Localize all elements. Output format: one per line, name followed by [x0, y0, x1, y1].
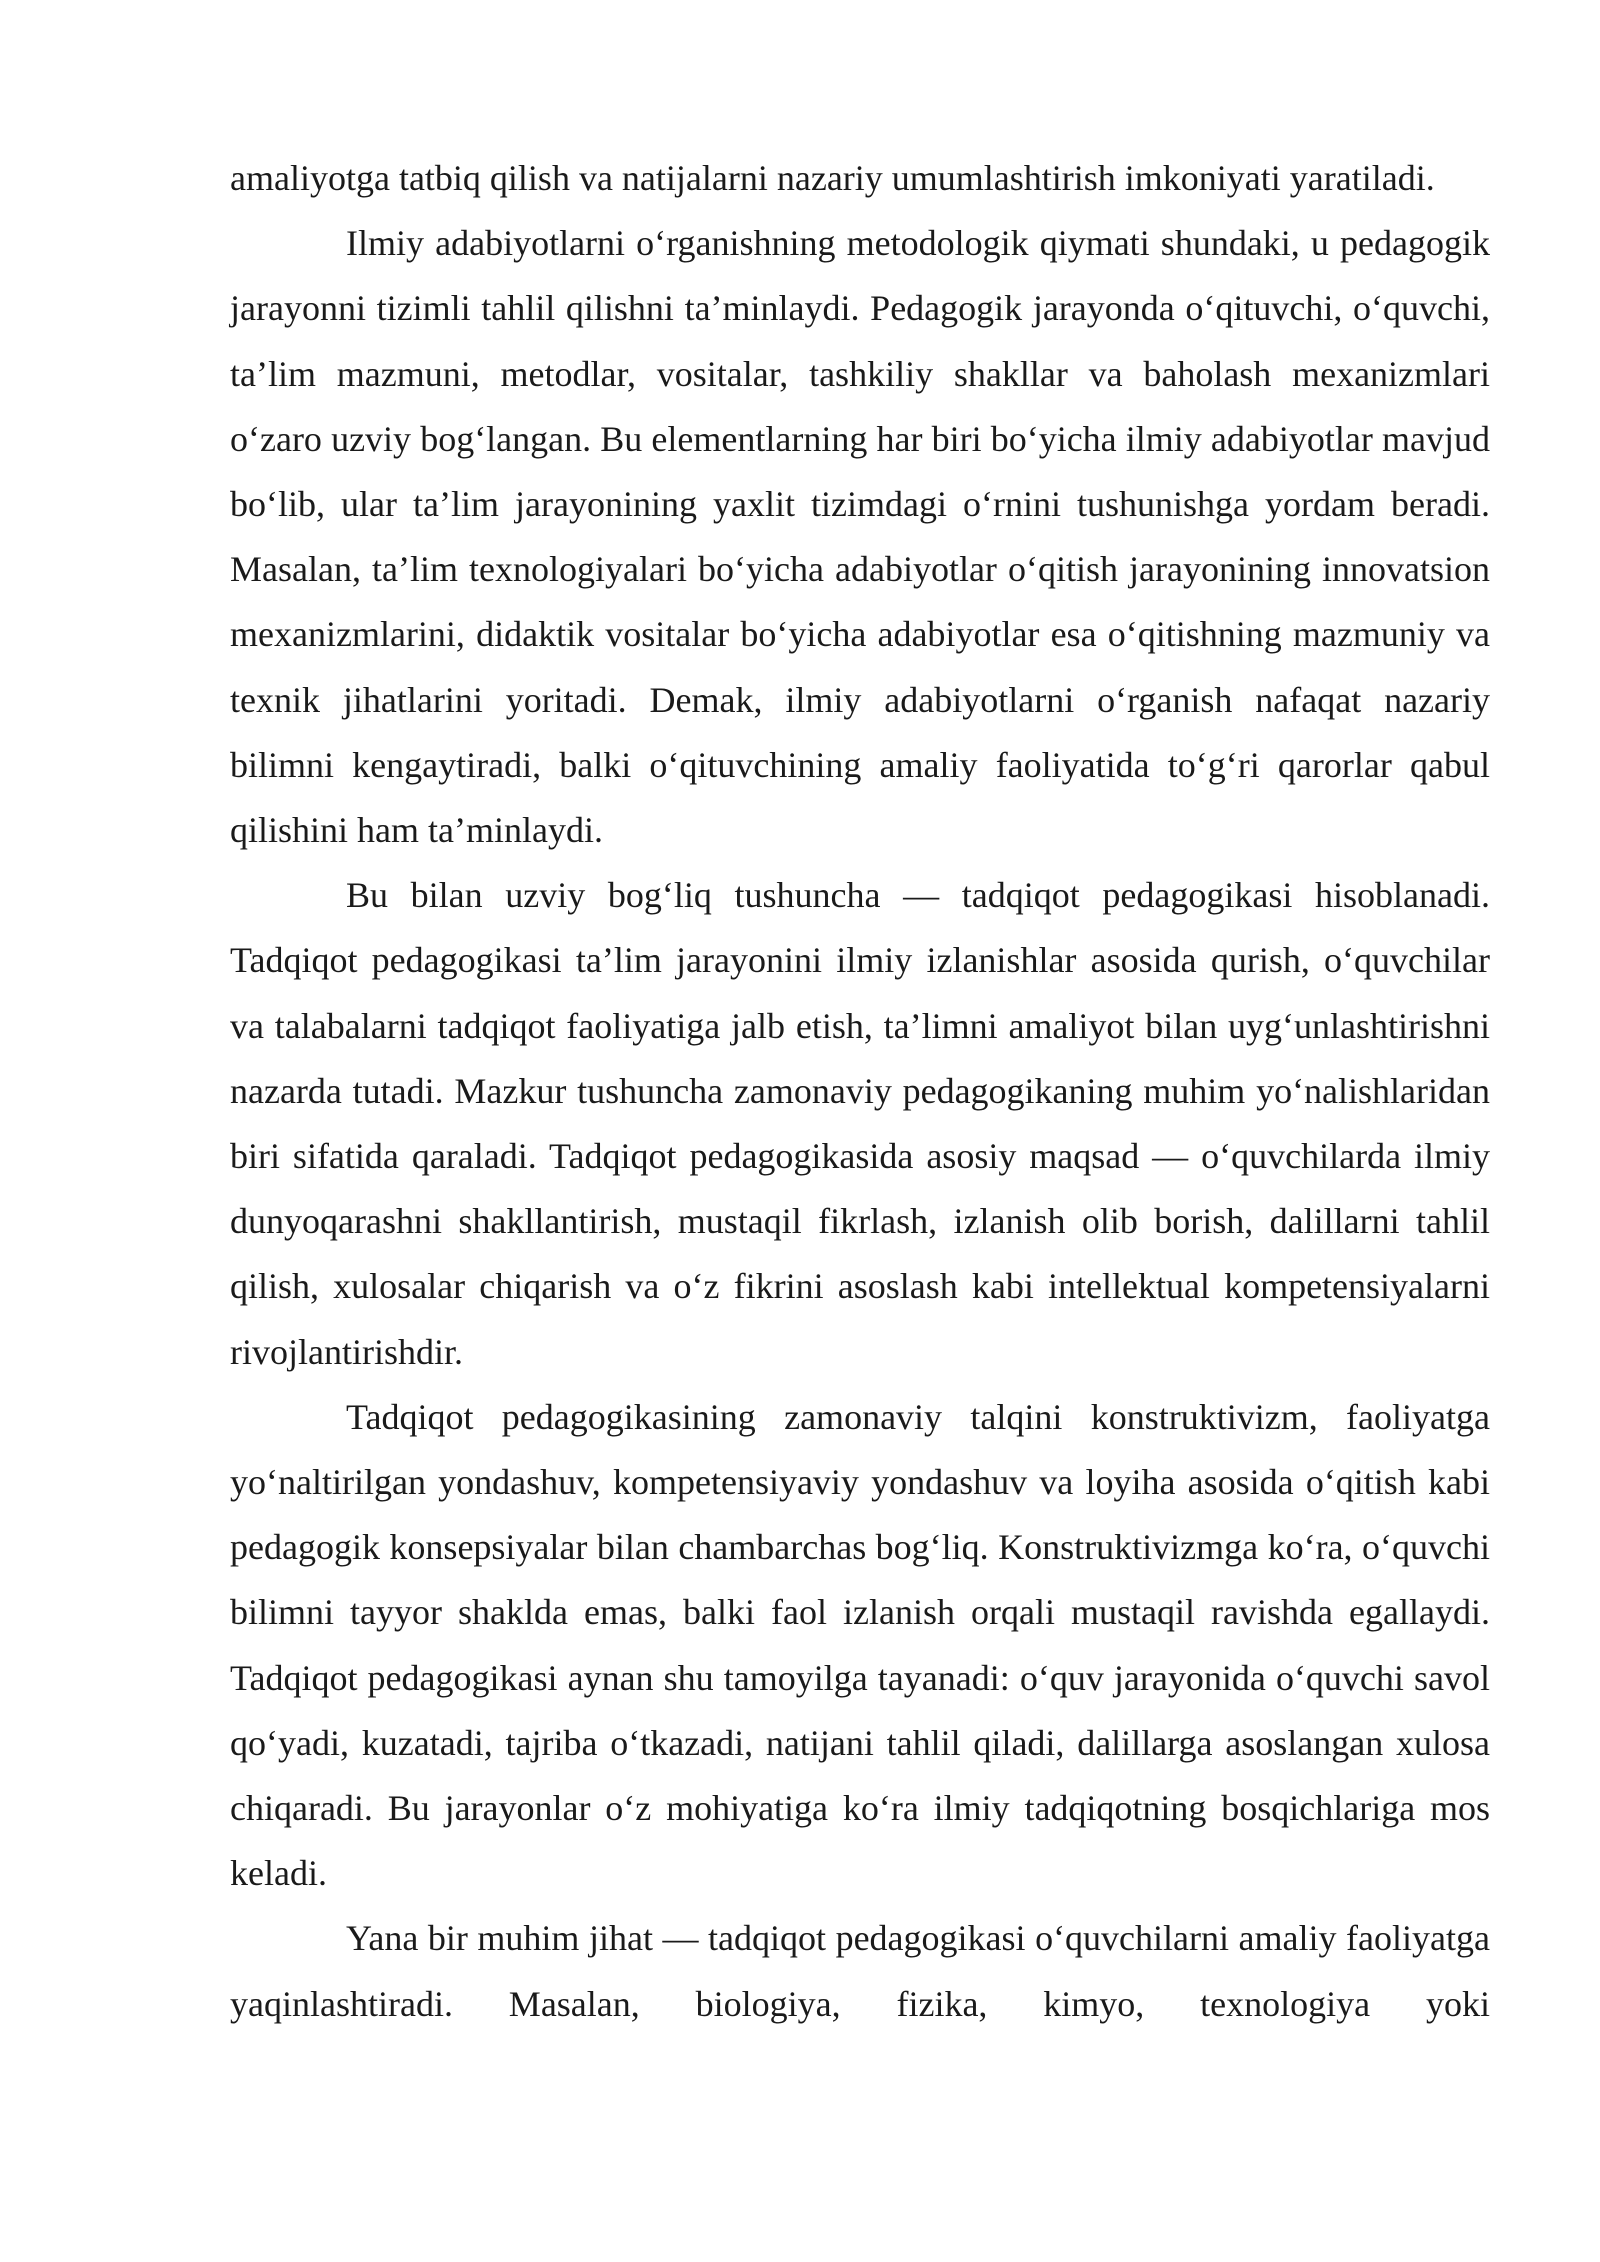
document-page — [230, 146, 1490, 2037]
paragraph-3: Bu bilan uzviy bog‘liq tushuncha — tadqiqot pedagogikasi hisoblanadi. Tadqiqot pedagogikasi ta’lim jarayonini ilmiy izlanishlar asosida qurish, o‘quvchilar va talabalarni tadqiqot faoliyatiga jalb etish, ta’limni amaliyot bilan uyg‘unlashtirishni nazarda tutadi. Mazkur tushuncha zamonaviy pedagogikaning muhim yo‘nalishlaridan biri sifatida qaraladi. Tadqiqot pedagogikasida asosiy maqsad — o‘quvchilarda ilmiy dunyoqarashni shakllantirish, mustaqil fikrlash, izlanish olib borish, dalillarni tahlil qilish, xulosalar chiqarish va o‘z fikrini asoslash kabi intellektual kompetensiyalarni rivojlantirishdir. — [230, 875, 1490, 1372]
paragraph-1: amaliyotga tatbiq qilish va natijalarni nazariy umumlashtirish imkoniyati yaratiladi. — [230, 158, 1435, 198]
paragraph-4: Tadqiqot pedagogikasining zamonaviy talqini konstruktivizm, faoliyatga yo‘naltirilgan yondashuv, kompetensiyaviy yondashuv va loyiha asosida o‘qitish kabi pedagogik konsepsiyalar bilan chambarchas bog‘liq. Konstruktivizmga ko‘ra, o‘quvchi bilimni tayyor shaklda emas, balki faol izlanish orqali mustaqil ravishda egallaydi. Tadqiqot pedagogikasi aynan shu tamoyilga tayanadi: o‘quv jarayonida o‘quvchi savol qo‘yadi, kuzatadi, tajriba o‘tkazadi, natijani tahlil qiladi, dalillarga asoslangan xulosa chiqaradi. Bu jarayonlar o‘z mohiyatiga ko‘ra ilmiy tadqiqotning bosqichlariga mos keladi. — [230, 1396, 1490, 1894]
paragraph-5: Yana bir muhim jihat — tadqiqot pedagogikasi o‘quvchilarni amaliy faoliyatga yaqinlashtiradi. Masalan, biologiya, fizika, kimyo, texnologiya yoki — [230, 1918, 1490, 2024]
paragraph-2: Ilmiy adabiyotlarni o‘rganishning metodologik qiymati shundaki, u pedagogik jarayonni tizimli tahlil qilishni ta’minlaydi. Pedagogik jarayonda o‘qituvchi, o‘quvchi, ta’lim mazmuni, metodlar, vositalar, tashkiliy shakllar va baholash mexanizmlari o‘zaro uzviy bog‘langan. Bu elementlarning har biri bo‘yicha ilmiy adabiyotlar mavjud bo‘lib, ular ta’lim jarayonining yaxlit tizimdagi o‘rnini tushunishga yordam beradi. Masalan, ta’lim texnologiyalari bo‘yicha adabiyotlar o‘qitish jarayonining innovatsion mexanizmlarini, didaktik vositalar bo‘yicha adabiyotlar esa o‘qitishning mazmuniy va texnik jihatlarini yoritadi. Demak, ilmiy adabiyotlarni o‘rganish nafaqat nazariy bilimni kengaytiradi, balki o‘qituvchining amaliy faoliyatida to‘g‘ri qarorlar qabul qilishini ham ta’minlaydi. — [230, 223, 1490, 851]
